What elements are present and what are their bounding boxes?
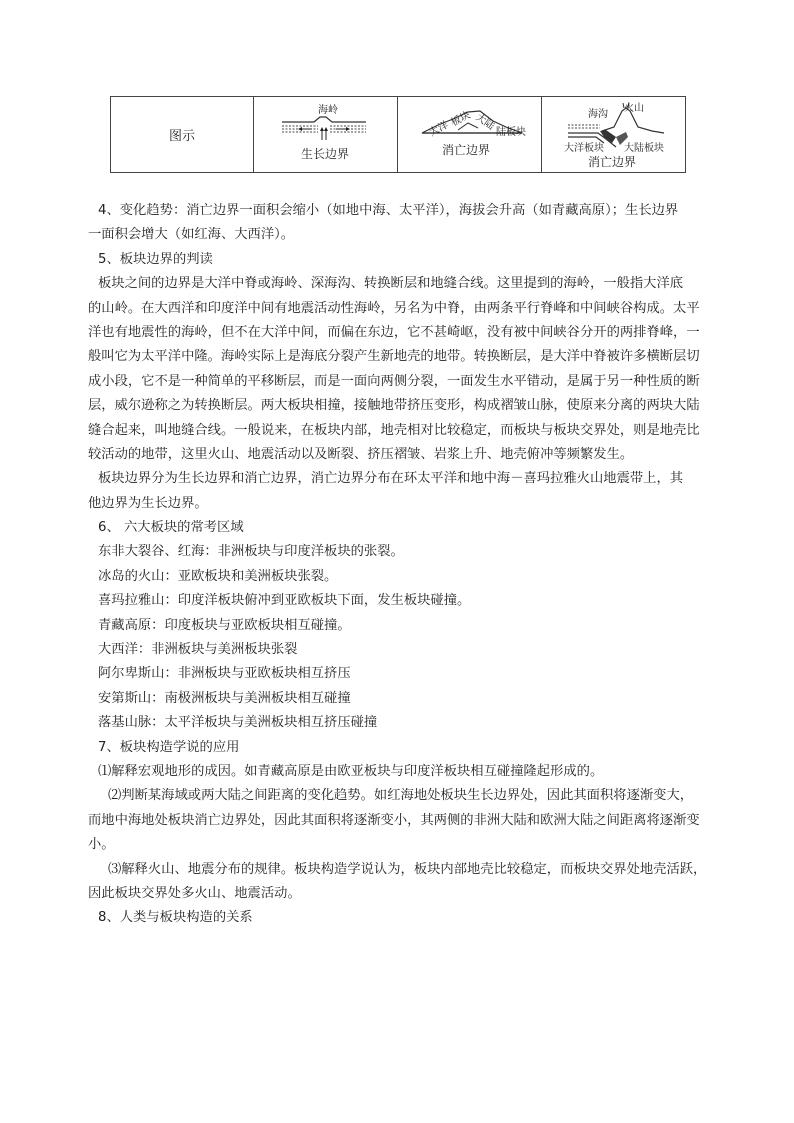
region-item: 东非大裂谷、红海：非洲板块与印度洋板块的张裂。: [98, 544, 404, 560]
subduction-figure-2: [542, 97, 685, 172]
region-item: 大西洋：非洲板块与美洲板块张裂: [98, 642, 298, 658]
label-continental-plate: 大陆板块: [624, 143, 664, 154]
figure-cell-subduction-2: [542, 97, 686, 173]
label-trench: 海沟: [588, 109, 608, 120]
region-item: 安第斯山：南极洲板块与美洲板块相互碰撞: [98, 690, 351, 706]
region-item: 落基山脉：太平洋板块与美洲板块相互挤压碰撞: [98, 715, 378, 731]
caption-growth-boundary: 生长边界: [301, 147, 350, 161]
growth-boundary-figure: [254, 97, 397, 172]
label-ocean: 大洋: [427, 119, 451, 139]
heading-5: 5、板块边界的判读: [98, 251, 213, 267]
figure-row: [111, 97, 686, 173]
heading-8: 8、人类与板块构造的关系: [98, 910, 253, 926]
region-item: 冰岛的火山：亚欧板块和美洲板块张裂。: [98, 568, 338, 584]
label-continent: 大陆: [473, 111, 497, 133]
caption-subduction-2: 消亡边界: [588, 155, 637, 169]
para-boundary-line-4: 般叫它为太平洋中隆。海岭实际上是海底分裂产生新地壳的地带。转换断层，是大洋中脊被许多横断层切: [88, 349, 700, 365]
figure-cell-growth: [254, 97, 398, 173]
subduction-figure-1: [398, 97, 541, 172]
body-text: [88, 199, 708, 931]
para-types-line-1: 板块边界分为生长边界和消亡边界，消亡边界分布在环太平洋和地中海－喜玛拉雅火山地震带上，其: [98, 471, 684, 487]
caption-subduction-1: 消亡边界: [442, 143, 491, 157]
label-ridge: 海岭: [318, 105, 338, 116]
application-1: ⑴解释宏观地形的成因。如青藏高原是由欧亚板块与印度洋板块相互碰撞隆起形成的。: [98, 763, 604, 779]
application-2-line-2: 而地中海地处板块消亡边界处，因此其面积将逐渐变小，其两侧的非洲大陆和欧洲大陆之间距离将逐渐变: [88, 812, 700, 828]
figure-cell-subduction-1: [398, 97, 542, 173]
boundary-figure-table: [110, 96, 686, 173]
heading-7: 7、板块构造学说的应用: [98, 739, 240, 755]
para-boundary-line-6: 层，威尔逊称之为转换断层。两大板块相撞，接触地带挤压变形，构成褶皱山脉，使原来分离的两块大陆: [88, 398, 700, 414]
para-boundary-line-2: 的山岭。在大西洋和印度洋中间有地震活动性海岭，另名为中脊，由两条平行脊峰和中间峡谷构成。太平: [88, 300, 700, 316]
para-boundary-line-1: 板块之间的边界是大洋中脊或海岭、深海沟、转换断层和地缝合线。这里提到的海岭，一般指大洋底: [98, 276, 684, 292]
point-4-line-1: 4、变化趋势：消亡边界一面积会缩小（如地中海、太平洋），海拔会升高（如青藏高原）；生长边界: [98, 203, 679, 218]
point-4-line-2: 一面积会增大（如红海、大西洋）。: [88, 227, 295, 243]
para-types-line-2: 他边界为生长边界。: [88, 495, 208, 511]
label-volcano: 火山: [624, 103, 644, 114]
heading-6: 6、 六大板块的常考区域: [98, 520, 244, 536]
application-2-line-1: ⑵判断某海域或两大陆之间距离的变化趋势。如红海地处板块生长边界处，因此其面积将逐渐变大，: [108, 788, 694, 804]
label-ocean-plate: 大洋板块: [564, 143, 604, 154]
row-label-cell: [111, 97, 254, 173]
para-boundary-line-3: 洋也有地震性的海岭，但不在大洋中间，而偏在东边，它不甚崎岖，没有被中间峡谷分开的两排脊峰，一: [88, 324, 700, 340]
row-label: 图示: [168, 129, 195, 144]
region-item: 青藏高原：印度板块与亚欧板块相互碰撞。: [98, 617, 351, 633]
region-item: 阿尔卑斯山：非洲板块与亚欧板块相互挤压: [98, 666, 351, 682]
label-land-plate: 陆板块: [496, 127, 526, 138]
region-item: 喜玛拉雅山：印度洋板块俯冲到亚欧板块下面，发生板块碰撞。: [98, 593, 471, 609]
label-plate: 板块: [449, 109, 473, 129]
para-boundary-line-7: 缝合起来，叫地缝合线。一般说来，在板块内部，地壳相对比较稳定，而板块与板块交界处，则是地壳比: [88, 422, 700, 438]
application-3-line-1: ⑶解释火山、地震分布的规律。板块构造学说认为，板块内部地壳比较稳定，而板块交界处地壳活跃，: [108, 861, 707, 877]
para-boundary-line-5: 成小段，它不是一种简单的平移断层，而是一面向两侧分裂，一面发生水平错动，是属于另一种性质的断: [88, 373, 700, 389]
application-2-line-3: 小。: [88, 837, 115, 853]
application-3-line-2: 因此板块交界处多火山、地震活动。: [88, 885, 301, 901]
para-boundary-line-8: 较活动的地带，这里火山、地震活动以及断裂、挤压褶皱、岩浆上升、地壳俯冲等频繁发生。: [88, 446, 634, 462]
